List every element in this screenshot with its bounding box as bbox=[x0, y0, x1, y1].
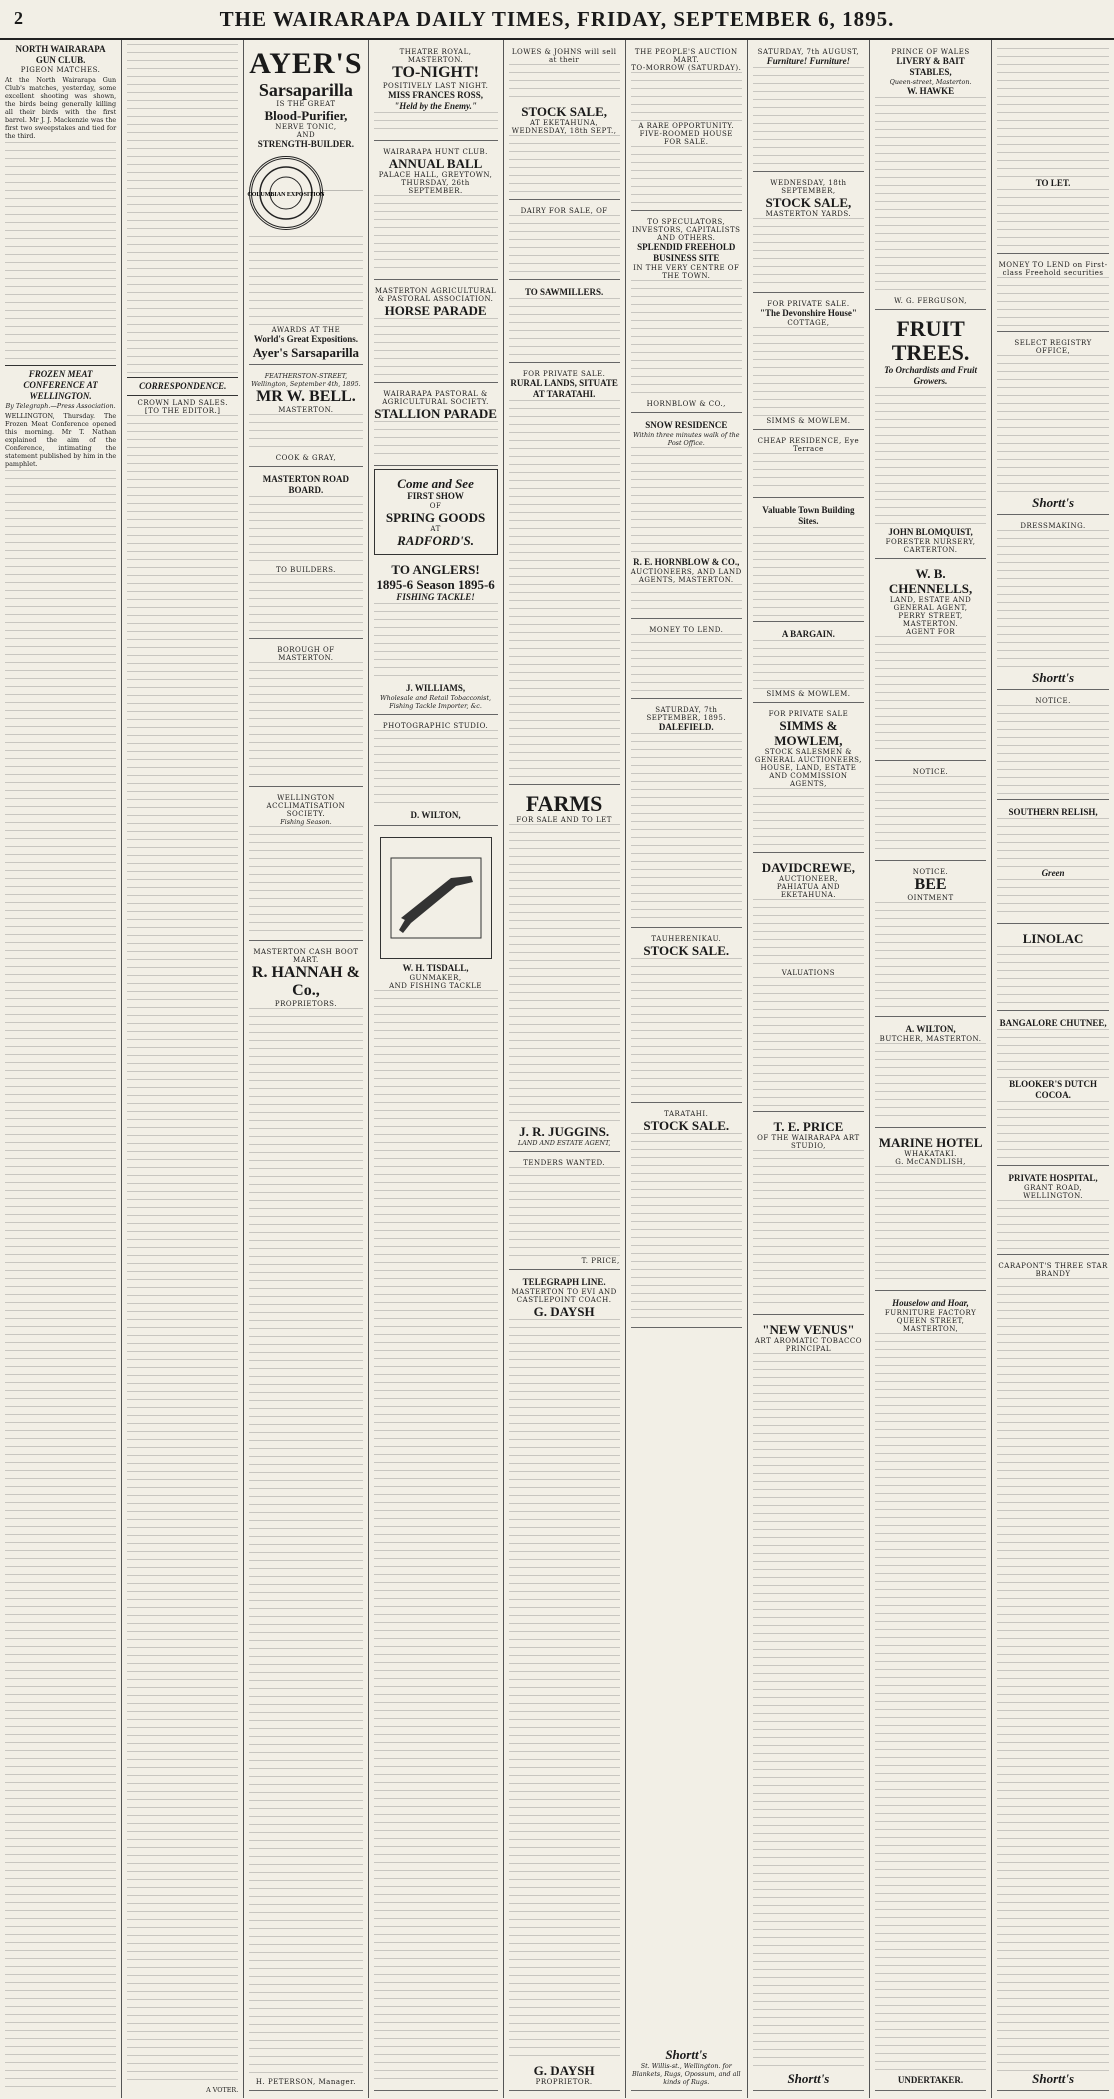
coach-route: MASTERTON TO EVI AND CASTLEPOINT COACH. bbox=[511, 1288, 617, 1304]
furniture: Furniture! Furniture! bbox=[766, 56, 851, 66]
notice-1: NOTICE. bbox=[912, 768, 949, 776]
frozen-meat-byline: By Telegraph.—Press Association. bbox=[5, 402, 116, 410]
horse-parade: HORSE PARADE bbox=[384, 303, 487, 318]
peterson-manager: H. PETERSON, Manager. bbox=[255, 2078, 356, 2086]
saturday-date: SATURDAY, 7th SEPTEMBER, 1895. bbox=[646, 706, 727, 722]
telegraph-line: TELEGRAPH LINE. bbox=[522, 1277, 606, 1287]
photo-title: PHOTOGRAPHIC STUDIO. bbox=[382, 722, 489, 730]
shorts-9b: Shortt's bbox=[1032, 670, 1075, 685]
gunmaker: GUNMAKER, bbox=[409, 974, 462, 982]
awards-at: AWARDS AT THE bbox=[271, 326, 341, 334]
dalefield-advert bbox=[631, 702, 742, 928]
art-studio-advert bbox=[753, 1115, 864, 1315]
gun-club-title: NORTH WAIRARAPA GUN CLUB. bbox=[15, 44, 106, 65]
private-sale-7b: FOR PRIVATE SALE bbox=[768, 710, 849, 718]
sawmillers-title: TO SAWMILLERS. bbox=[524, 287, 604, 297]
town-centre: IN THE VERY CENTRE OF THE TOWN. bbox=[633, 264, 740, 280]
daysh-name-1: G. DAYSH bbox=[533, 1304, 595, 1319]
livery-advert bbox=[875, 44, 986, 310]
simms-2: SIMMS & MOWLEM. bbox=[766, 690, 851, 698]
wilton-a: A. WILTON, bbox=[905, 1024, 956, 1034]
tenders-advert bbox=[509, 1155, 620, 1270]
town-sites-advert bbox=[753, 501, 864, 622]
coach-advert bbox=[509, 1273, 620, 2091]
spring-goods: SPRING GOODS bbox=[385, 510, 486, 525]
davidcrewe-sub: AUCTIONEER, bbox=[779, 875, 838, 883]
article-continued bbox=[127, 44, 238, 374]
bargain-advert bbox=[753, 625, 864, 703]
queen-street: Queen-street, Masterton. bbox=[889, 78, 972, 86]
shorts-title: Shortt's bbox=[665, 2047, 708, 2062]
furniture-advert bbox=[753, 44, 864, 172]
shorts-sub: St. Willis-st., Wellington. for Blankets, Rugs, Opossum, and all kinds of Rugs. bbox=[632, 2062, 741, 2086]
chennells-advert bbox=[875, 562, 986, 761]
situations-advert bbox=[997, 44, 1109, 254]
positively: POSITIVELY LAST NIGHT. bbox=[382, 82, 489, 90]
simms-3: SIMMS & MOWLEM, bbox=[774, 718, 843, 748]
stock-sale-yards-advert bbox=[753, 175, 864, 293]
pahiatua: PAHIATUA AND EKETAHUNA. bbox=[776, 883, 840, 899]
masthead bbox=[0, 0, 1114, 40]
palace-hall: PALACE HALL, GREYTOWN, bbox=[378, 171, 493, 179]
rural-lands-advert bbox=[509, 366, 620, 785]
notice-advert-1 bbox=[875, 764, 986, 861]
town-sites: Valuable Town Building Sites. bbox=[762, 505, 855, 526]
ointment: OINTMENT bbox=[907, 894, 954, 902]
post-office-walk: Within three minutes walk of the Post Office. bbox=[632, 431, 740, 447]
daysh-sub: PROPRIETOR. bbox=[535, 2078, 593, 2086]
blomquist-sub: FORESTER NURSERY, CARTERTON. bbox=[885, 538, 976, 554]
blooker-cocoa: BLOOKER'S DUTCH COCOA. bbox=[1009, 1079, 1097, 1100]
simms-advert bbox=[753, 706, 864, 853]
grant-road: GRANT ROAD, WELLINGTON. bbox=[1023, 1184, 1084, 1200]
tonight: TO-NIGHT! bbox=[392, 64, 479, 81]
held-by-enemy: "Held by the Enemy." bbox=[394, 101, 477, 111]
fishing-tackle-2: AND FISHING TACKLE bbox=[389, 982, 483, 990]
sawmillers-advert bbox=[509, 283, 620, 363]
pastoral-title: WAIRARAPA PASTORAL & AGRICULTURAL SOCIETY. bbox=[382, 390, 489, 406]
prince-wales: PRINCE OF WALES bbox=[891, 48, 970, 56]
dressmaking: DRESSMAKING. bbox=[1020, 522, 1086, 530]
newspaper-title: THE WAIRARAPA DAILY TIMES, FRIDAY, SEPTEMBER 6, 1895. bbox=[219, 6, 895, 31]
mcandlish: G. McCANDLISH, bbox=[895, 1158, 966, 1166]
daysh-name-2: G. DAYSH bbox=[533, 2063, 595, 2078]
freehold-site: SPLENDID FREEHOLD BUSINESS SITE bbox=[637, 242, 736, 263]
theatre-advert bbox=[374, 44, 498, 141]
mr-bell-name: MR W. BELL. bbox=[256, 388, 356, 405]
snow-residence-advert bbox=[631, 416, 742, 619]
cheap-residence: CHEAP RESIDENCE, Eye Terrace bbox=[757, 437, 860, 453]
money-lend-advert bbox=[631, 622, 742, 699]
speculators: TO SPECULATORS, INVESTORS, CAPITALISTS AND OTHERS. bbox=[632, 218, 741, 242]
bee: BEE bbox=[914, 876, 947, 893]
hunt-club-title: WAIRARAPA HUNT CLUB. bbox=[383, 148, 488, 156]
road-board-title: MASTERTON ROAD BOARD. bbox=[262, 474, 350, 495]
private-hospital: PRIVATE HOSPITAL, bbox=[1008, 1173, 1098, 1183]
column-4 bbox=[369, 40, 504, 2098]
cheap-residence-advert bbox=[753, 433, 864, 498]
marine-hotel-advert bbox=[875, 1131, 986, 1291]
column-3 bbox=[244, 40, 368, 2098]
column-6 bbox=[626, 40, 748, 2098]
taratahi: TARATAHI. bbox=[664, 1110, 709, 1118]
private-sale: FOR PRIVATE SALE. bbox=[522, 370, 606, 378]
sale-let: FOR SALE AND TO LET bbox=[516, 816, 612, 824]
nerve-tonic: NERVE TONIC, bbox=[275, 123, 337, 131]
new-venus: "NEW VENUS" bbox=[762, 1322, 855, 1337]
columbian-seal-icon bbox=[249, 156, 323, 230]
peoples-mart-advert bbox=[631, 44, 742, 211]
chennells: W. B. CHENNELLS, bbox=[888, 566, 973, 596]
fish-sub: Fishing Season. bbox=[280, 818, 332, 826]
acclimatisation-advert bbox=[249, 790, 362, 941]
perry-street: PERRY STREET, MASTERTON. bbox=[898, 612, 963, 628]
livery-stables: LIVERY & BAIT STABLES, bbox=[896, 56, 965, 77]
valuations: VALUATIONS bbox=[781, 969, 836, 977]
borough-advert bbox=[249, 642, 362, 787]
rural-lands: RURAL LANDS, SITUATE AT TARATAHI. bbox=[510, 378, 618, 399]
column-5 bbox=[504, 40, 626, 2098]
cash-boot-title: MASTERTON CASH BOOT MART. bbox=[253, 948, 359, 964]
brandy-advert bbox=[997, 1258, 1109, 2091]
money-lend-title: MONEY TO LEND on First-class Freehold securities bbox=[998, 261, 1108, 277]
theatre-title: THEATRE ROYAL, MASTERTON. bbox=[399, 48, 472, 64]
columns bbox=[0, 40, 1114, 2098]
tenders-title: TO BUILDERS. bbox=[275, 566, 336, 574]
sarsaparilla-title: Sarsaparilla bbox=[258, 80, 353, 100]
money-lend-9 bbox=[997, 257, 1109, 332]
peoples-mart: THE PEOPLE'S AUCTION MART. bbox=[634, 48, 738, 64]
orchardists: To Orchardists and Fruit Growers. bbox=[884, 365, 978, 386]
gun-club-text: At the North Wairarapa Gun Club's matches, yesterday, some excellent shooting was shown, the birds being generally killing all their birds with the first barrel. Mr J. J. Mackenzie was the first two sweepstakes and tied for the third. bbox=[5, 76, 117, 140]
blomquist: JOHN BLOMQUIST, bbox=[888, 527, 973, 537]
juggins-name: J. R. JUGGINS. bbox=[519, 1124, 610, 1139]
agri-advert bbox=[374, 283, 498, 383]
five-roomed: FIVE-ROOMED HOUSE FOR SALE. bbox=[639, 130, 733, 146]
crown-land-heading: CROWN LAND SALES. bbox=[137, 399, 228, 407]
frozen-meat-body bbox=[5, 470, 116, 2094]
page-number: 2 bbox=[14, 8, 24, 28]
stock-sale-2: STOCK SALE. bbox=[643, 943, 730, 958]
registry-office: SELECT REGISTRY OFFICE, bbox=[1014, 339, 1092, 355]
speculators-advert bbox=[631, 214, 742, 413]
tauherenikau: TAUHERENIKAU. bbox=[651, 935, 722, 943]
pastoral-advert bbox=[374, 386, 498, 466]
gun-club-subtitle: PIGEON MATCHES. bbox=[20, 66, 101, 74]
aromatic: ART AROMATIC TOBACCO PRINCIPAL bbox=[754, 1337, 862, 1353]
frances-ross: MISS FRANCES ROSS, bbox=[388, 90, 483, 100]
agri-title: MASTERTON AGRICULTURAL & PASTORAL ASSOCIATION. bbox=[374, 287, 497, 303]
wed-sept: WEDNESDAY, 18th SEPTEMBER, bbox=[770, 179, 847, 195]
letter-signature: A VOTER. bbox=[206, 2086, 239, 2094]
seal-text: COLUMBIAN EXPOSITION bbox=[247, 192, 325, 198]
borough-title: BOROUGH OF MASTERTON. bbox=[277, 646, 335, 662]
dairy-advert bbox=[509, 203, 620, 280]
stock-sale-1: STOCK SALE, bbox=[521, 104, 607, 119]
to-anglers: TO ANGLERS! bbox=[391, 562, 480, 577]
tisdall-name: W. H. TISDALL, bbox=[402, 963, 469, 973]
bargain: A BARGAIN. bbox=[781, 629, 835, 639]
bangalore-chutnee: BANGALORE CHUTNEE, bbox=[999, 1018, 1107, 1028]
devonshire-advert bbox=[753, 296, 864, 430]
relish-advert bbox=[997, 803, 1109, 924]
tenders-title: TENDERS WANTED. bbox=[523, 1159, 606, 1167]
sat-aug: SATURDAY, 7th AUGUST, bbox=[757, 48, 860, 56]
devonshire-house: "The Devonshire House" bbox=[759, 308, 857, 318]
anglers-advert bbox=[374, 558, 498, 715]
ball-date: THURSDAY, 26th SEPTEMBER. bbox=[401, 179, 470, 195]
price-name: T. PRICE, bbox=[581, 1257, 620, 1265]
fruit-trees-advert bbox=[875, 313, 986, 559]
rare-opportunity: A RARE OPPORTUNITY. bbox=[638, 122, 735, 130]
wilton-name: D. WILTON, bbox=[410, 810, 461, 820]
of-text: OF bbox=[429, 502, 442, 510]
wilton-advert bbox=[875, 1020, 986, 1128]
linolac-advert bbox=[997, 927, 1109, 1011]
notice-advert-2 bbox=[875, 864, 986, 1017]
registry-advert bbox=[997, 335, 1109, 515]
tomorrow: TO-MORROW (SATURDAY). bbox=[631, 64, 742, 72]
lowes-johns-1: LOWES & JOHNS will sell at their bbox=[511, 48, 617, 64]
williams-sub: Wholesale and Retail Tobacconist, Fishing Tackle Importer, &c. bbox=[380, 694, 492, 710]
dressmaking-advert bbox=[997, 518, 1109, 690]
hawke: W. HAWKE bbox=[906, 86, 955, 96]
shorts-advert-1 bbox=[631, 1331, 742, 2091]
tisdall-advert bbox=[374, 829, 498, 2091]
cook-gray: COOK & GRAY, bbox=[275, 454, 337, 462]
simms-sub: STOCK SALESMEN & GENERAL AUCTIONEERS, bbox=[754, 748, 862, 764]
mr-bell-place: FEATHERSTON-STREET, Wellington, September 4th, 1895. bbox=[251, 372, 361, 388]
strength-builder: STRENGTH-BUILDER. bbox=[257, 139, 355, 149]
mr-bell-town: MASTERTON. bbox=[278, 406, 334, 414]
frozen-meat-title: FROZEN MEAT CONFERENCE AT WELLINGTON. bbox=[23, 369, 98, 401]
williams-name: J. WILLIAMS, bbox=[406, 683, 466, 693]
houselow: Houselow and Hoar, bbox=[892, 1298, 969, 1308]
at-text: AT bbox=[430, 525, 441, 533]
come-and-see: Come and See bbox=[397, 476, 474, 491]
mr-bell-advert bbox=[249, 368, 362, 467]
radfords-advert bbox=[374, 469, 498, 555]
lowes-sale-1 bbox=[509, 44, 620, 200]
stock-sale-yards: STOCK SALE, bbox=[765, 195, 852, 210]
dairy-title: DAIRY FOR SALE, OF bbox=[520, 207, 608, 215]
road-board-advert bbox=[249, 470, 362, 639]
price-title: T. E. PRICE bbox=[773, 1119, 844, 1134]
farms-advert bbox=[509, 788, 620, 1152]
furniture-factory-advert bbox=[875, 1294, 986, 2091]
radfords: RADFORD'S. bbox=[397, 533, 475, 548]
to-editor: [TO THE EDITOR.] bbox=[144, 407, 221, 415]
hannah-sub: PROPRIETORS. bbox=[274, 1000, 337, 1008]
simms-1: SIMMS & MOWLEM. bbox=[766, 417, 851, 425]
chennells-sub: LAND, ESTATE AND GENERAL AGENT, bbox=[889, 596, 972, 612]
cottage: COTTAGE, bbox=[787, 319, 830, 327]
and-text: AND bbox=[296, 131, 316, 139]
linolac: LINOLAC bbox=[1022, 931, 1084, 946]
wednesday-date: WEDNESDAY, 18th SEPT., bbox=[511, 127, 617, 135]
ayers-title: AYER'S bbox=[249, 47, 363, 80]
wilton-sub: BUTCHER, MASTERTON. bbox=[879, 1035, 982, 1043]
to-let: TO LET. bbox=[1035, 178, 1071, 188]
shorts-9c: Shortt's bbox=[1032, 2071, 1075, 2086]
fruit-trees: FRUIT TREES. bbox=[891, 316, 970, 365]
ekatahuna: AT EKETAHUNA, bbox=[529, 119, 599, 127]
frozen-meat-intro: WELLINGTON, Thursday. The Frozen Meat Conference opened this morning. Mr T. Nathan explained the aim of the Conference, intimating the statement published by him in the pamphlet. bbox=[5, 412, 117, 468]
blood-purifier: Blood-Purifier, bbox=[264, 108, 348, 123]
notice-9-advert bbox=[997, 693, 1109, 800]
hannah-name: R. HANNAH & Co., bbox=[251, 964, 360, 999]
stock-sale-3: STOCK SALE. bbox=[643, 1118, 730, 1133]
column-7 bbox=[748, 40, 870, 2098]
photo-advert bbox=[374, 718, 498, 826]
column-2 bbox=[122, 40, 244, 2098]
hornblow-sub: AUCTIONEERS, AND LAND AGENTS, MASTERTON. bbox=[630, 568, 742, 584]
column-9 bbox=[992, 40, 1114, 2098]
notice-9: NOTICE. bbox=[1035, 697, 1071, 705]
price-sub: OF THE WAIRARAPA ART STUDIO, bbox=[757, 1134, 860, 1150]
juggins-sub: LAND AND ESTATE AGENT, bbox=[517, 1139, 611, 1147]
ayers-sarsaparilla-2: Ayer's Sarsaparilla bbox=[252, 345, 360, 360]
gun-engraving-icon bbox=[380, 837, 492, 959]
dalefield-1: DALEFIELD. bbox=[658, 722, 714, 732]
fishing-tackle: FISHING TACKLE! bbox=[396, 592, 475, 602]
furniture-factory: FURNITURE FACTORY bbox=[884, 1309, 977, 1317]
hunt-club-advert bbox=[374, 144, 498, 280]
notice-2: NOTICE. bbox=[912, 868, 949, 876]
money-lend: MONEY TO LEND. bbox=[649, 626, 724, 634]
taratahi-advert bbox=[631, 1106, 742, 1328]
shorts-9a: Shortt's bbox=[1032, 495, 1075, 510]
tauherenikau-advert bbox=[631, 931, 742, 1103]
masterton-yards: MASTERTON YARDS. bbox=[765, 210, 852, 218]
venus-advert bbox=[753, 1318, 864, 2091]
masterton-3: MASTERTON, bbox=[902, 1325, 959, 1333]
private-sale-7: FOR PRIVATE SALE. bbox=[767, 300, 850, 308]
cash-boot-advert bbox=[249, 944, 362, 2091]
shorts-7: Shortt's bbox=[787, 2071, 830, 2086]
southern-relish: SOUTHERN RELISH, bbox=[1008, 807, 1098, 817]
green: Green bbox=[1041, 868, 1065, 878]
snow-residence: SNOW RESIDENCE bbox=[645, 420, 728, 430]
davidcrewe-advert bbox=[753, 856, 864, 1112]
letter-body bbox=[127, 415, 238, 2086]
hornblow-1: HORNBLOW & CO., bbox=[646, 400, 726, 408]
undertaker: UNDERTAKER. bbox=[897, 2075, 964, 2085]
ayers-advert bbox=[249, 44, 362, 365]
carapont-brandy: CARAPONT'S THREE STAR BRANDY bbox=[998, 1262, 1108, 1278]
worlds-expositions: World's Great Expositions. bbox=[253, 334, 358, 344]
column-1 bbox=[0, 40, 122, 2098]
whakataki: WHAKATAKI. bbox=[904, 1150, 957, 1158]
is-the-great: IS THE GREAT bbox=[276, 100, 336, 108]
annual-ball: ANNUAL BALL bbox=[388, 156, 483, 171]
agent-for: AGENT FOR bbox=[905, 628, 956, 636]
davidcrewe: DAVIDCREWE, bbox=[761, 860, 856, 875]
queen-st: QUEEN STREET, bbox=[896, 1317, 965, 1325]
correspondence-heading: CORRESPONDENCE. bbox=[139, 381, 227, 391]
column-8 bbox=[870, 40, 992, 2098]
fish-title: WELLINGTON ACCLIMATISATION SOCIETY. bbox=[266, 794, 346, 818]
stallion-parade: STALLION PARADE bbox=[374, 406, 497, 421]
season: 1895-6 Season 1895-6 bbox=[376, 577, 495, 592]
farms-title: FARMS bbox=[525, 791, 603, 816]
first-show: FIRST SHOW bbox=[407, 491, 464, 501]
hornblow-2: R. E. HORNBLOW & CO., bbox=[633, 557, 740, 567]
hospital-advert bbox=[997, 1169, 1109, 1255]
chutnee-advert bbox=[997, 1014, 1109, 1166]
gun-club-body bbox=[5, 142, 116, 362]
ferguson: W. G. FERGUSON, bbox=[894, 297, 967, 305]
house-land: HOUSE, LAND, ESTATE AND COMMISSION AGENTS, bbox=[760, 764, 857, 788]
marine-hotel: MARINE HOTEL bbox=[878, 1135, 983, 1150]
